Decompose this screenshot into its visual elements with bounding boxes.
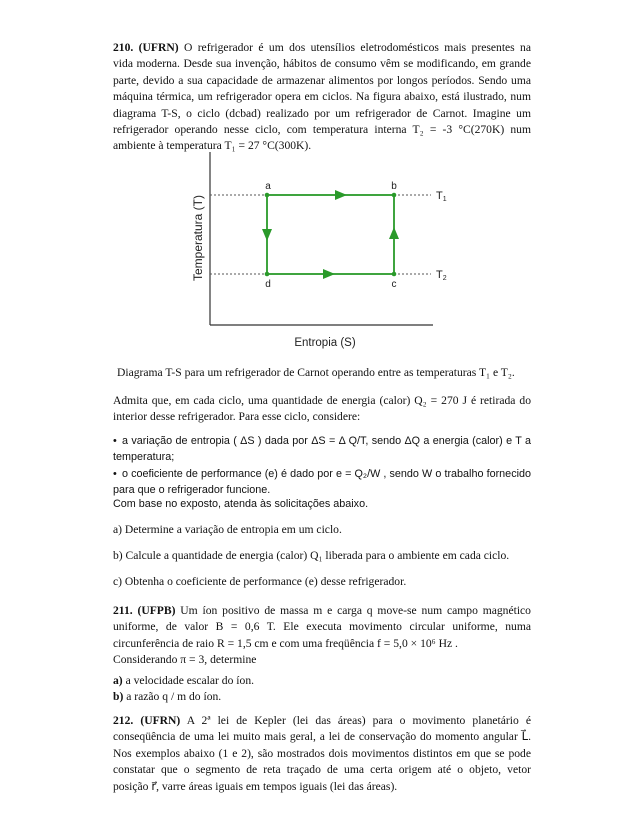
q211-line-1-text: Um íon positivo de massa m e carga q move-se num campo magnético xyxy=(180,604,531,617)
q212-line-5: posição r⃗, varre áreas iguais em tempos iguais (lei das áreas). xyxy=(113,779,398,793)
q210-item-c xyxy=(113,574,531,590)
q210-basis xyxy=(113,496,531,512)
q210-item-a xyxy=(113,522,531,538)
y-axis-title: Temperatura (T) xyxy=(191,194,205,282)
q211-item-b-text: a razão q / m do íon. xyxy=(126,690,222,704)
q212 xyxy=(113,713,531,795)
q212-line-4: constatar que o segmento de reta traçado de uma certa origem até o objeto, vetor xyxy=(113,763,531,777)
arrow-a-to-d xyxy=(262,229,272,241)
point-a-label: a xyxy=(265,181,271,192)
bullet-1-line-1 xyxy=(113,433,531,449)
q210-intro xyxy=(113,40,531,155)
q211-items xyxy=(113,673,531,706)
q212-line-1-text: A 2ª lei de Kepler (lei das áreas) para o movimento planetário é xyxy=(186,714,531,727)
q210-line-1 xyxy=(113,40,531,56)
item-b-text: b) Calcule a quantidade de energia (calor) Q₁ liberada para o ambiente em cada ciclo. xyxy=(113,549,510,562)
basis-text: Com base no exposto, atenda às solicitações abaixo. xyxy=(113,498,369,510)
q211 xyxy=(113,603,531,669)
bullet-dot: • xyxy=(113,467,117,480)
point-b-marker xyxy=(392,193,397,198)
point-a-marker xyxy=(265,193,270,198)
arrow-b-to-a xyxy=(335,190,347,200)
q211-line-4: Considerando π = 3, determine xyxy=(113,653,257,667)
q210-line-1-text: O refrigerador é um dos utensílios eletrodomésticos mais presentes na xyxy=(183,41,532,54)
arrow-d-to-c xyxy=(323,269,335,279)
q211-item-a xyxy=(113,673,531,689)
q211-line-1 xyxy=(113,603,531,619)
q210-line-6: refrigerador operando nesse ciclo, com temperatura interna T₂ = -3 °C(270K) num xyxy=(113,123,531,137)
q211-item-b-label: b) xyxy=(113,690,124,704)
caption-text: Diagrama T-S para um refrigerador de Carnot operando entre as temperaturas T₁ e T₂. xyxy=(117,366,515,379)
q211-item-a-label: a) xyxy=(113,674,123,687)
t2-label: T2 xyxy=(436,269,447,282)
bullet-2-line-1 xyxy=(113,466,531,482)
q210-line-4: máquina térmica, um refrigerador opera em ciclos. Na figura abaixo, está ilustrado, num xyxy=(113,90,531,104)
t1-label: T1 xyxy=(436,190,447,203)
q210-line-2: vida moderna. Desde sua invenção, hábitos de consumo vêm se modificando, em grande xyxy=(113,57,531,71)
point-d-label: d xyxy=(265,279,271,290)
cycle-rectangle xyxy=(267,195,394,274)
q211-item-a-text: a velocidade escalar do íon. xyxy=(125,674,255,687)
point-d-marker xyxy=(265,272,270,277)
q212-lead: 212. (UFRN) xyxy=(113,714,181,727)
q210-lead: 210. (UFRN) xyxy=(113,41,179,54)
arrow-c-to-b xyxy=(389,227,399,239)
q212-line-2: conseqüência de uma lei muito mais geral, a lei de conservação do momento angular L⃗. xyxy=(113,730,531,744)
bullet-1-line-2: temperatura; xyxy=(113,451,175,464)
point-c-marker xyxy=(392,272,397,277)
q211-lead: 211. (UFPB) xyxy=(113,604,176,617)
bullet-dot: • xyxy=(113,435,117,447)
q212-line-3: Nos exemplos abaixo (1 e 2), são mostrados dois movimentos distintos em que se pode xyxy=(113,746,531,760)
q211-line-2: uniforme, de valor B = 0,6 T. Ele executa movimento circular uniforme, numa xyxy=(113,620,531,634)
point-b-label: b xyxy=(391,181,397,192)
q210-para2 xyxy=(113,393,531,426)
bullet-2-line-2: para que o refrigerador funcione. xyxy=(113,484,271,497)
item-a-text: a) Determine a variação de entropia em um ciclo. xyxy=(113,523,342,536)
q210-para2-line-1: Admita que, em cada ciclo, uma quantidade de energia (calor) Q₂ = 270 J é retirada do xyxy=(113,394,531,407)
point-c-label: c xyxy=(391,279,397,290)
q210-line-3: parte, devido a sua capacidade de armazenar alimentos por longos períodos. Sendo uma xyxy=(113,73,531,87)
item-c-text: c) Obtenha o coeficiente de performance (e) desse refrigerador. xyxy=(113,575,407,588)
q212-line-1 xyxy=(113,713,531,729)
q211-item-b xyxy=(113,689,531,705)
q210-line-5: diagrama T-S, o ciclo (dcbad) realizado por um refrigerador de Carnot. Imagine um xyxy=(113,106,531,120)
diagram-caption xyxy=(117,365,537,381)
q210-item-b xyxy=(113,548,531,564)
x-axis-title: Entropia (S) xyxy=(294,337,356,349)
bullet-2-text: o coeficiente de performance (e) é dado por e = Q₂/W , sendo W o trabalho fornecido xyxy=(122,467,531,480)
q210-para2-line-2: interior desse refrigerador. Para esse ciclo, considere: xyxy=(113,410,361,424)
ts-diagram xyxy=(185,150,465,355)
bullet-1-text: a variação de entropia ( ΔS ) dada por ΔS = Δ Q/T, sendo ΔQ a energia (calor) e T a xyxy=(122,435,531,447)
q211-line-3: circunferência de raio R = 1,5 cm e com uma freqüência f = 5,0 × 10⁶ Hz . xyxy=(113,636,458,650)
q210-line-7: ambiente à temperatura T₁ = 27 °C(300K). xyxy=(113,139,312,153)
q210-bullets xyxy=(113,433,531,499)
